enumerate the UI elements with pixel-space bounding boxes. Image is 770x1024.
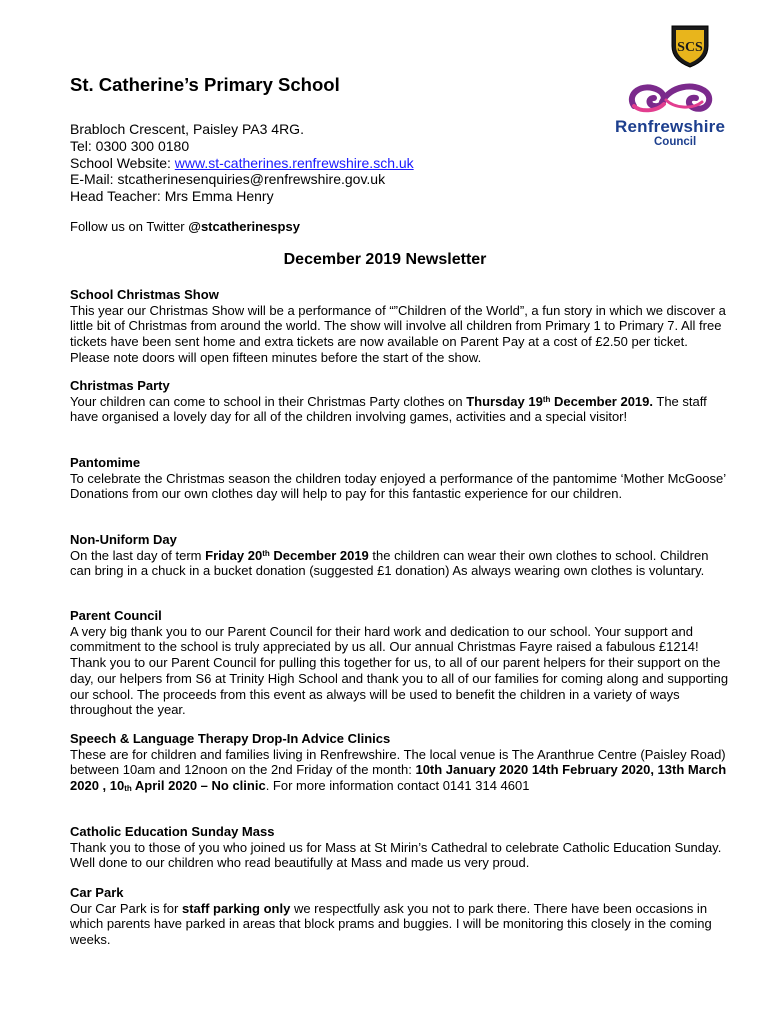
section-catholic-mass <box>70 824 730 871</box>
body-text: Our Car Park is for <box>70 900 182 916</box>
section-heading: Speech & Language Therapy Drop-In Advice Clinics <box>70 731 391 746</box>
website-line <box>70 155 414 172</box>
section-heading: School Christmas Show <box>70 287 219 302</box>
school-name: St. Catherine’s Primary School <box>70 74 340 95</box>
section-body <box>70 901 730 948</box>
section-body <box>70 747 730 794</box>
crest-letters: SCS <box>677 40 703 55</box>
body-text: . For more information contact 0141 314 4601 <box>265 778 530 794</box>
section-body: To celebrate the Christmas season the children today enjoyed a performance of the pantomime ‘Mother McGoose’ Donations from our own clothes day will help to pay for this fantastic experience for our children. <box>70 470 726 502</box>
non-uniform-date: Friday 20th December 2019 <box>205 547 369 563</box>
section-body <box>70 548 730 579</box>
section-body <box>70 394 730 425</box>
address: Brabloch Crescent, Paisley PA3 4RG. <box>70 121 304 137</box>
section-body: Thank you to those of you who joined us for Mass at St Mirin’s Cathedral to celebrate Catholic Education Sunday. Well done to our children who read beautifully at Mass and made us very proud. <box>70 839 722 871</box>
newsletter-title: December 2019 Newsletter <box>283 251 487 268</box>
head-teacher: Head Teacher: Mrs Emma Henry <box>70 188 274 205</box>
staff-parking-only: staff parking only <box>181 900 291 916</box>
section-body: A very big thank you to our Parent Council for their hard work and dedication to our school. Your support and commitment to the school is truly appreciated by us all. Our annual Christmas Fayre raised a fabulous £1214! Thank you to our Parent Council for pulling this together for us, to all of our parent helpers for their support on the day, our helpers from S6 at Trinity High School and thank you to all of our families for coming along and supporting our school. The proceeds from this event as always will be used to benefit the children in a variety of ways throughout the year. <box>70 623 729 718</box>
email: E-Mail: stcatherinesenquiries@renfrewshire.gov.uk <box>70 171 386 188</box>
website-link[interactable]: www.st-catherines.renfrewshire.sch.uk <box>174 154 414 171</box>
council-name: Renfrewshire <box>615 117 726 136</box>
section-body: This year our Christmas Show will be a performance of “”Children of the World”, a fun story in which we discover a little bit of Christmas from around the world. The show will involve all children from Primary 1 to Primary 7. All free tickets have been sent home and extra tickets are now available on Parent Pay at a cost of £2.50 per ticket. Please note doors will open fifteen minutes before the start of the show. <box>70 302 726 365</box>
section-non-uniform-day <box>70 532 730 579</box>
section-heading: Car Park <box>70 885 124 900</box>
council-subtitle: Council <box>654 136 697 148</box>
school-crest-logo <box>670 24 710 68</box>
section-heading: Catholic Education Sunday Mass <box>70 824 275 839</box>
body-text: On the last day of term <box>70 547 206 563</box>
body-text: we respectfully ask you not to park there. There have been occasions in which parents have parked in areas that block prams and buggies. I will be monitoring this closely in the coming weeks. <box>70 900 712 948</box>
section-speech-language <box>70 731 730 794</box>
section-car-park <box>70 885 730 948</box>
section-pantomime <box>70 455 730 502</box>
telephone: Tel: 0300 300 0180 <box>70 137 190 154</box>
section-heading: Non-Uniform Day <box>70 532 177 547</box>
party-date: Thursday 19th December 2019. <box>466 393 653 409</box>
twitter-line <box>70 219 300 234</box>
contact-details <box>70 121 414 205</box>
website-label: School Website: <box>70 154 175 171</box>
section-heading: Parent Council <box>70 608 162 623</box>
body-text: These are for children and families living in Renfrewshire. The local venue is The Aranthrue Centre (Paisley Road) between 10am and 12noon on the 2nd Friday of the month: <box>70 746 726 778</box>
body-text: The staff have organised a lovely day for all of the children involving games, activities and a special visitor! <box>70 393 707 425</box>
body-text: Your children can come to school in their Christmas Party clothes on <box>70 393 467 409</box>
twitter-prefix: Follow us on Twitter <box>70 219 189 234</box>
section-heading: Pantomime <box>70 455 141 470</box>
clinic-dates: 10th January 2020 14th February 2020, 13th March 2020 , $10_{th}$ April 2020 – No clinic <box>70 762 727 794</box>
body-text: the children can wear their own clothes to school. Children can bring in a chuck in a bucket donation (suggested £1 donation) As always wearing own clothes is voluntary. <box>70 547 709 579</box>
twitter-handle: @stcatherinespsy <box>188 219 300 234</box>
section-parent-council <box>70 608 730 718</box>
section-heading: Christmas Party <box>70 378 170 393</box>
section-christmas-party <box>70 378 730 425</box>
section-christmas-show <box>70 287 730 366</box>
